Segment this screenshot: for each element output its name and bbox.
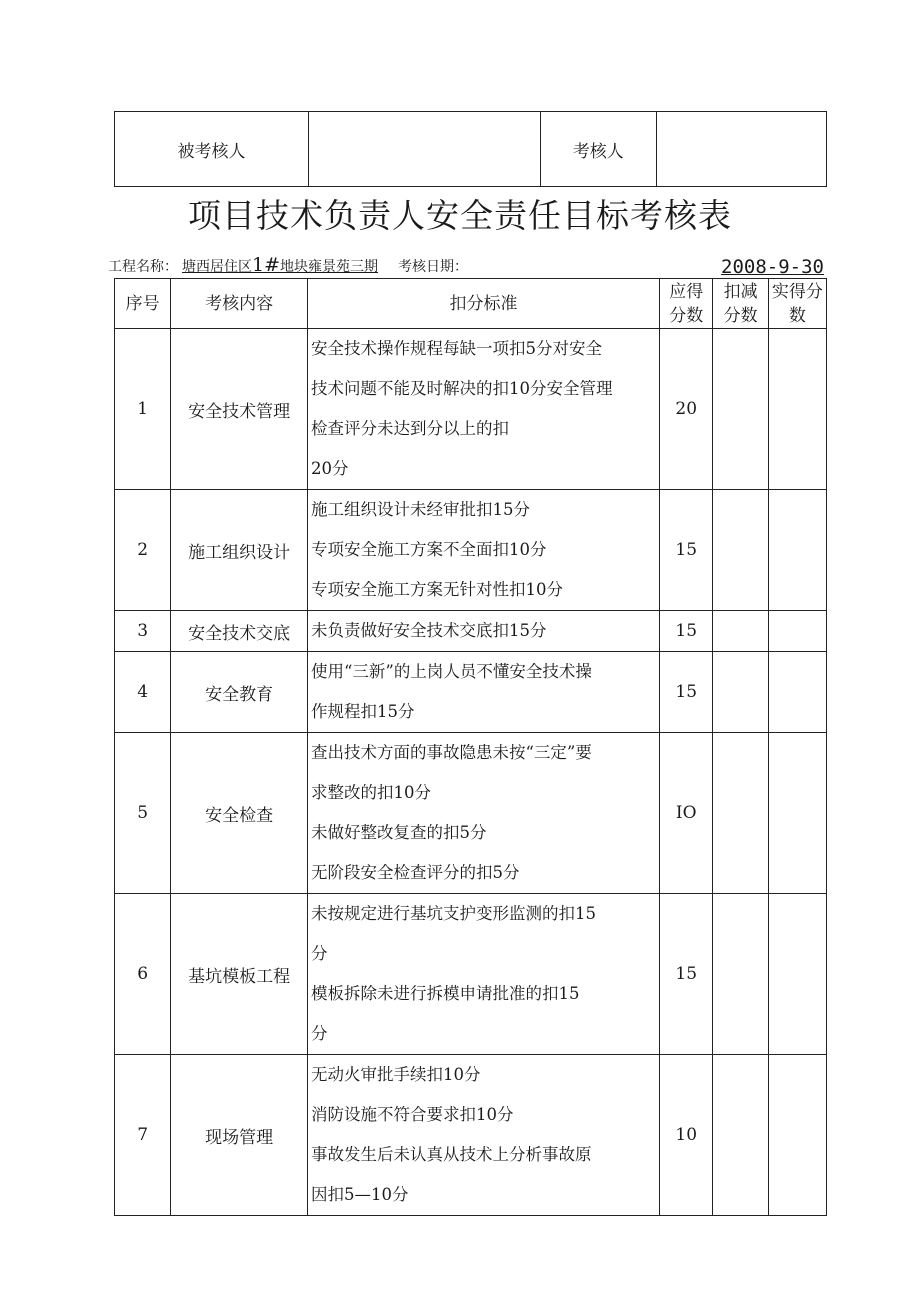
header-actual <box>768 279 826 329</box>
header-actual-line2: 数 <box>788 305 806 326</box>
date-label: 考核日期： <box>398 259 468 275</box>
assessor-label: 考核人 <box>540 112 656 187</box>
criteria-line: 查出技术方面的事故隐患未按“三定”要 <box>310 743 592 762</box>
criteria-line: 检查评分未达到分以上的扣 <box>310 419 509 438</box>
page-title: 项目技术负责人安全责任目标考核表 <box>188 196 732 235</box>
row-deduct-score[interactable] <box>713 329 768 490</box>
row-due-score: 20 <box>660 329 713 490</box>
assessor-value[interactable] <box>656 112 826 187</box>
row-due-score: 15 <box>660 652 713 733</box>
row-criteria <box>307 329 659 490</box>
table-row <box>115 329 827 490</box>
project-label: 工程名称： <box>108 259 178 275</box>
row-criteria <box>307 733 659 894</box>
table-row <box>115 652 827 733</box>
criteria-line: 消防设施不符合要求扣10分 <box>310 1105 514 1124</box>
project-prefix: 塘西居住区 <box>182 259 252 275</box>
row-actual-score[interactable] <box>768 894 826 1055</box>
row-criteria <box>307 1055 659 1216</box>
table-row <box>115 894 827 1055</box>
table-row <box>115 1055 827 1216</box>
project-suffix: 地块雍景苑三期 <box>280 259 379 275</box>
row-due-score: IO <box>660 733 713 894</box>
criteria-line: 技术问题不能及时解决的扣10分安全管理 <box>310 379 613 398</box>
header-deduct-line1: 扣减 <box>723 281 758 302</box>
row-seq: 6 <box>115 894 171 1055</box>
header-due <box>660 279 713 329</box>
project-name <box>182 254 378 276</box>
criteria-line: 事故发生后未认真从技术上分析事故原 <box>310 1145 592 1164</box>
row-due-score: 15 <box>660 490 713 611</box>
criteria-line: 20分 <box>310 459 349 478</box>
header-content: 考核内容 <box>171 279 308 329</box>
row-seq: 7 <box>115 1055 171 1216</box>
row-seq: 5 <box>115 733 171 894</box>
criteria-line: 无阶段安全检查评分的扣5分 <box>310 863 520 882</box>
row-content: 安全技术交底 <box>171 611 308 652</box>
row-deduct-score[interactable] <box>713 611 768 652</box>
row-actual-score[interactable] <box>768 1055 826 1216</box>
row-seq: 2 <box>115 490 171 611</box>
row-actual-score[interactable] <box>768 490 826 611</box>
criteria-line: 未负责做好安全技术交底扣15分 <box>310 621 547 640</box>
criteria-line: 模板拆除未进行拆模申请批准的扣15 <box>310 984 580 1003</box>
assessment-table <box>114 278 827 1216</box>
row-actual-score[interactable] <box>768 329 826 490</box>
row-actual-score[interactable] <box>768 733 826 894</box>
criteria-line: 专项安全施工方案不全面扣10分 <box>310 540 547 559</box>
row-criteria <box>307 652 659 733</box>
row-seq: 1 <box>115 329 171 490</box>
criteria-line: 无动火审批手续扣10分 <box>310 1065 481 1084</box>
row-content: 现场管理 <box>171 1055 308 1216</box>
row-deduct-score[interactable] <box>713 652 768 733</box>
project-info <box>108 252 824 278</box>
row-content: 安全技术管理 <box>171 329 308 490</box>
criteria-line: 施工组织设计未经审批扣15分 <box>310 500 530 519</box>
criteria-line: 未按规定进行基坑支护变形监测的扣15 <box>310 904 596 923</box>
header-deduct-line2: 分数 <box>723 305 758 326</box>
criteria-line: 因扣5—10分 <box>310 1185 409 1204</box>
row-content: 基坑模板工程 <box>171 894 308 1055</box>
assessee-value[interactable] <box>308 112 540 187</box>
row-content: 安全教育 <box>171 652 308 733</box>
row-actual-score[interactable] <box>768 652 826 733</box>
assessee-label: 被考核人 <box>115 112 309 187</box>
signature-table <box>114 111 827 187</box>
header-due-line2: 分数 <box>669 305 704 326</box>
row-due-score: 10 <box>660 1055 713 1216</box>
row-deduct-score[interactable] <box>713 490 768 611</box>
row-due-score: 15 <box>660 611 713 652</box>
criteria-line: 安全技术操作规程每缺一项扣5分对安全 <box>310 339 602 358</box>
header-due-line1: 应得 <box>669 281 704 302</box>
row-seq: 3 <box>115 611 171 652</box>
row-actual-score[interactable] <box>768 611 826 652</box>
table-row <box>115 733 827 894</box>
header-actual-line1: 实得分 <box>771 281 823 302</box>
row-criteria <box>307 490 659 611</box>
row-criteria <box>307 611 659 652</box>
header-seq: 序号 <box>115 279 171 329</box>
header-criteria: 扣分标准 <box>307 279 659 329</box>
criteria-line: 分 <box>310 944 328 963</box>
criteria-line: 求整改的扣10分 <box>310 783 431 802</box>
criteria-line: 未做好整改复查的扣5分 <box>310 823 487 842</box>
criteria-line: 作规程扣15分 <box>310 702 415 721</box>
row-deduct-score[interactable] <box>713 894 768 1055</box>
row-due-score: 15 <box>660 894 713 1055</box>
table-row <box>115 490 827 611</box>
criteria-line: 专项安全施工方案无针对性扣10分 <box>310 580 563 599</box>
criteria-line: 使用“三新”的上岗人员不懂安全技术操 <box>310 662 592 681</box>
row-deduct-score[interactable] <box>713 733 768 894</box>
row-seq: 4 <box>115 652 171 733</box>
criteria-line: 分 <box>310 1024 328 1043</box>
table-row <box>115 611 827 652</box>
header-deduct <box>713 279 768 329</box>
project-number: 1# <box>252 254 281 276</box>
row-content: 施工组织设计 <box>171 490 308 611</box>
row-deduct-score[interactable] <box>713 1055 768 1216</box>
header-row <box>115 279 827 329</box>
row-criteria <box>307 894 659 1055</box>
date-value: 2008-9-30 <box>721 256 824 278</box>
row-content: 安全检查 <box>171 733 308 894</box>
